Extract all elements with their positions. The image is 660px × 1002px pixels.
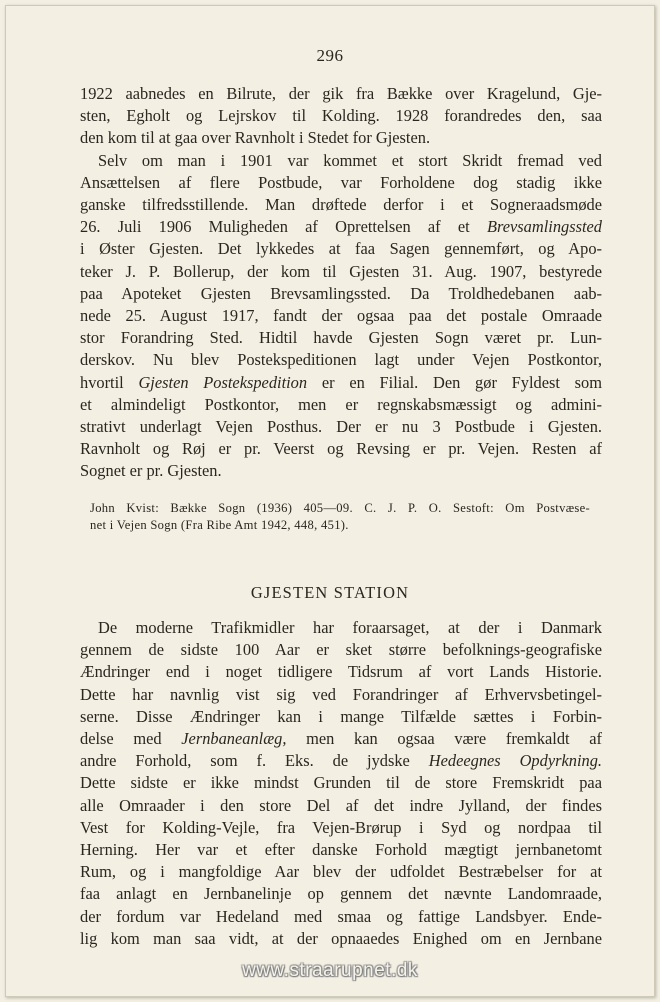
text-line	[80, 283, 602, 305]
line-text: derskov. Nu blev Postekspeditionen lagt under Vejen Postkontor,	[80, 350, 602, 370]
italic-text: Jernbaneanlæg,	[181, 729, 287, 749]
line-text: Rum, og i mangfoldige Aar blev der udfoldet Bestræbelser for at	[80, 862, 602, 882]
paragraph-1	[80, 83, 602, 150]
line-text: hvortil	[80, 372, 139, 392]
text-line	[80, 238, 602, 260]
line-text: Sognet er pr. Gjesten.	[80, 461, 222, 481]
line-text: i Øster Gjesten. Det lykkedes at faa Sagen gennemført, og Apo-	[80, 239, 602, 259]
text-line	[80, 861, 602, 883]
line-text: Vest for Kolding-Vejle, fra Vejen-Brørup i Syd og nordpaa til	[80, 817, 602, 837]
text-line	[80, 772, 602, 794]
source-line: net i Vejen Sogn (Fra Ribe Amt 1942, 448, 451).	[90, 518, 349, 532]
section-paragraph	[80, 617, 602, 950]
line-text: faa anlagt en Jernbanelinje op gennem det nævnte Landomraade,	[80, 884, 602, 904]
text-line	[80, 617, 602, 639]
line-text: teker J. P. Bollerup, der kom til Gjesten 31. Aug. 1907, bestyrede	[80, 261, 602, 281]
text-line	[80, 906, 602, 928]
italic-text: Brevsamlingssted	[486, 217, 602, 237]
line-text: gennem de sidste 100 Aar er sket større befolknings-geografiske	[80, 640, 602, 660]
text-line	[80, 661, 602, 683]
text-line	[80, 728, 602, 750]
line-text: Selv om man i 1901 var kommet et stort Skridt fremad ved	[98, 150, 602, 170]
body-text	[80, 83, 602, 483]
text-line	[80, 684, 602, 706]
line-text: der fordum var Hedeland med smaa og fattige Landsbyer. Ende-	[80, 906, 602, 926]
line-text: Ansættelsen af flere Postbude, var Forholdene dog stadig ikke	[80, 172, 602, 192]
text-line	[80, 194, 602, 216]
line-text: serne. Disse Ændringer kan i mange Tilfælde sættes i Forbin-	[80, 706, 602, 726]
source-line: John Kvist: Bække Sogn (1936) 405—09. C. J. P. O. Sestoft: Om Postvæse-	[90, 501, 590, 515]
text-line	[80, 928, 602, 950]
line-text: alle Omraader i den store Del af det indre Jylland, der findes	[80, 795, 602, 815]
paragraph-2	[80, 150, 602, 483]
text-line	[80, 839, 602, 861]
line-text: ganske tilfredsstillende. Man drøftede derfor i et Sogneraadsmøde	[80, 195, 602, 215]
source-note	[90, 500, 590, 534]
text-line	[80, 817, 602, 839]
line-text: er en Filial. Den gør Fyldest som	[307, 372, 602, 392]
line-text: nede 25. August 1917, fandt der ogsaa paa det postale Omraade	[80, 306, 602, 326]
text-line	[80, 172, 602, 194]
line-text: Dette har navnlig vist sig ved Forandringer af Erhvervsbetingel-	[80, 684, 602, 704]
page-number: 296	[316, 46, 344, 65]
line-text: men kan ogsaa være fremkaldt af	[286, 729, 603, 749]
text-line	[80, 706, 602, 728]
text-line	[80, 394, 602, 416]
line-text: lig kom man saa vidt, at der opnaaedes Enighed om en Jernbane	[80, 928, 602, 948]
line-text: et almindeligt Postkontor, men er regnskabsmæssigt og admini-	[80, 394, 602, 414]
text-line	[80, 639, 602, 661]
text-line	[80, 261, 602, 283]
text-line	[80, 216, 602, 238]
section-heading: GJESTEN STATION	[250, 583, 410, 602]
line-text: 26. Juli 1906 Muligheden af Oprettelsen af et	[80, 217, 487, 237]
text-line	[80, 416, 602, 438]
text-line	[80, 372, 602, 394]
text-line	[80, 438, 602, 460]
line-text: strativt underlagt Vejen Posthus. Der er nu 3 Postbude i Gjesten.	[80, 417, 602, 437]
line-text: Ravnholt og Røj er pr. Veerst og Revsing er pr. Vejen. Resten af	[80, 439, 602, 459]
line-text: Dette sidste er ikke mindst Grunden til de store Fremskridt paa	[80, 773, 602, 793]
text-line: 1922 aabnedes en Bilrute, der gik fra Bække over Kragelund, Gje-	[80, 84, 602, 103]
line-text: andre Forhold, som f. Eks. de jydske	[80, 751, 429, 771]
text-line	[80, 305, 602, 327]
line-text: Herning. Her var et efter danske Forhold mægtigt jernbanetomt	[80, 840, 602, 860]
text-line	[80, 883, 602, 905]
text-line	[80, 150, 602, 172]
italic-text: Gjesten Postekspedition	[138, 372, 308, 392]
text-line	[80, 327, 602, 349]
text-line: den kom til at gaa over Ravnholt i Stedet for Gjesten.	[80, 128, 431, 148]
text-line	[80, 795, 602, 817]
line-text: stor Forandring Sted. Hidtil havde Gjesten Sogn været pr. Lun-	[80, 328, 602, 348]
line-text: Ændringer end i noget tidligere Tidsrum af vort Lands Historie.	[80, 662, 602, 682]
italic-text: Hedeegnes Opdyrkning.	[428, 751, 602, 771]
watermark: www.straarupnet.dk	[242, 960, 418, 981]
line-text: paa Apoteket Gjesten Brevsamlingssted. Da Troldhedebanen aab-	[80, 283, 602, 303]
text-line	[80, 460, 602, 482]
line-text: De moderne Trafikmidler har foraarsaget, at der i Danmark	[98, 618, 602, 637]
text-line	[80, 750, 602, 772]
line-text: delse med	[80, 729, 182, 749]
text-line	[80, 349, 602, 371]
text-line: sten, Egholt og Lejrskov til Kolding. 1928 forandredes den, saa	[80, 106, 602, 126]
